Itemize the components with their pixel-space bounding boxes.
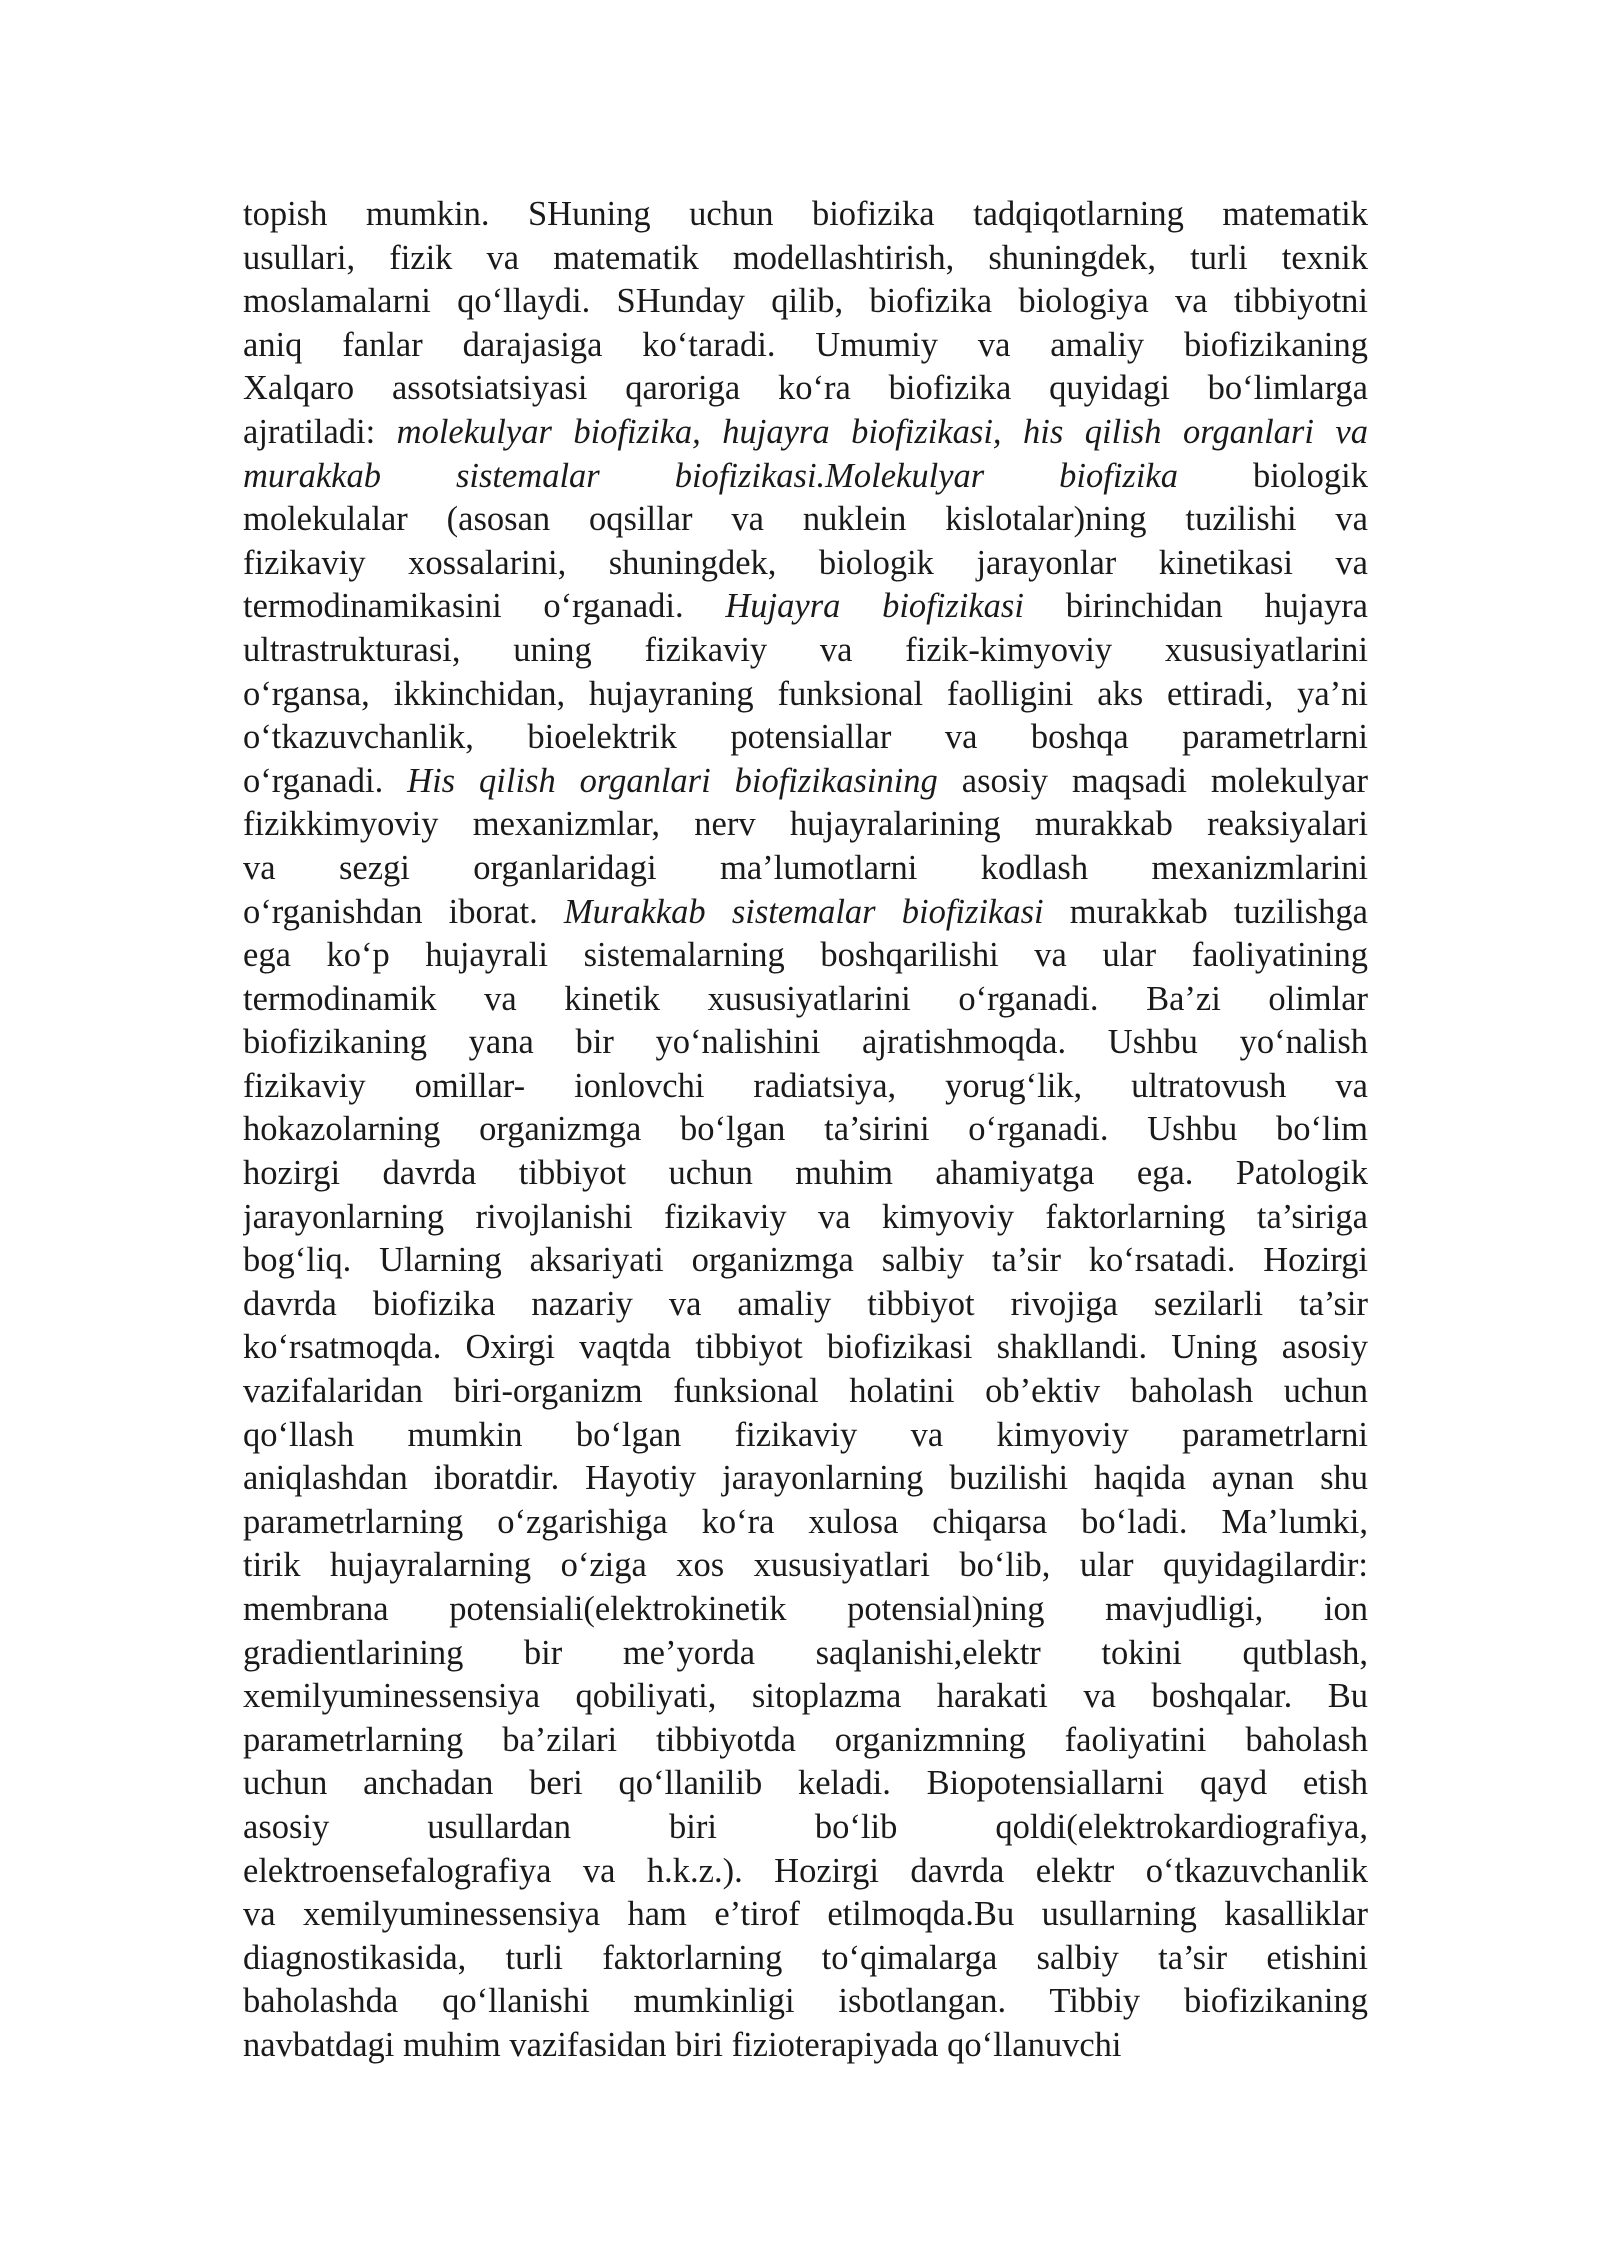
text-line <box>243 1239 1368 1283</box>
text-segment: xemilyuminessensiya qobiliyati, sitoplazma harakati va boshqalar. Bu <box>243 1677 1368 1716</box>
text-line <box>243 1980 1368 2024</box>
text-line <box>243 1065 1368 1109</box>
text-segment: ega ko‘p hujayrali sistemalarning boshqarilishi va ular faoliyatining <box>243 936 1368 975</box>
text-line <box>243 280 1368 324</box>
text-line <box>243 1762 1368 1806</box>
text-line <box>243 934 1368 978</box>
text-segment: gradientlarining bir me’yorda saqlanishi,elektr tokini qutblash, <box>243 1633 1368 1672</box>
text-line <box>243 1719 1368 1763</box>
text-line <box>243 891 1368 935</box>
text-segment: bog‘liq. Ularning aksariyati organizmga salbiy ta’sir ko‘rsatadi. Hozirgi <box>243 1241 1368 1280</box>
text-segment: ultrastrukturasi, uning fizikaviy va fizik-kimyoviy xususiyatlarini <box>243 630 1368 669</box>
text-line <box>243 1501 1368 1545</box>
text-line <box>243 1326 1368 1370</box>
body-text <box>243 193 1368 2068</box>
text-line <box>243 1937 1368 1981</box>
text-segment: elektroensefalografiya va h.k.z.). Hozirgi davrda elektr o‘tkazuvchanlik <box>243 1851 1368 1890</box>
text-line <box>243 1893 1368 1937</box>
text-line <box>243 1588 1368 1632</box>
text-segment: vazifalaridan biri-organizm funksional holatini ob’ektiv baholash uchun <box>243 1372 1368 1411</box>
italic-term: Murakkab sistemalar biofizikasi <box>563 892 1044 931</box>
text-segment: usullari, fizik va matematik modellashtirish, shuningdek, turli texnik <box>243 238 1368 277</box>
text-segment: o‘rgansa, ikkinchidan, hujayraning funksional faolligini aks ettiradi, ya’ni <box>243 674 1368 713</box>
italic-term: His qilish organlari biofizikasining <box>407 761 938 800</box>
text-line <box>243 193 1368 237</box>
text-segment: o‘rganishdan iborat. <box>243 892 564 931</box>
text-line <box>243 1370 1368 1414</box>
text-segment: fizikaviy omillar- ionlovchi radiatsiya, yorug‘lik, ultratovush va <box>243 1066 1368 1105</box>
text-line <box>243 673 1368 717</box>
text-segment: termodinamik va kinetik xususiyatlarini o‘rganadi. Ba’zi olimlar <box>243 979 1368 1018</box>
text-line <box>243 1850 1368 1894</box>
text-segment: Xalqaro assotsiatsiyasi qaroriga ko‘ra biofizika quyidagi bo‘limlarga <box>243 369 1368 408</box>
text-segment: baholashda qo‘llanishi mumkinligi isbotlangan. Tibbiy biofizikaning <box>243 1982 1368 2021</box>
text-line <box>243 1806 1368 1850</box>
text-segment: va sezgi organlaridagi ma’lumotlarni kodlash mexanizmlarini <box>243 848 1368 887</box>
text-line <box>243 629 1368 673</box>
text-segment: ko‘rsatmoqda. Oxirgi vaqtda tibbiyot biofizikasi shakllandi. Uning asosiy <box>243 1328 1368 1367</box>
text-line <box>243 2024 1368 2068</box>
text-segment: fizikaviy xossalarini, shuningdek, biologik jarayonlar kinetikasi va <box>243 543 1368 582</box>
text-segment: birinchidan hujayra <box>1023 587 1368 626</box>
text-line <box>243 1108 1368 1152</box>
text-line <box>243 1632 1368 1676</box>
text-segment: davrda biofizika nazariy va amaliy tibbiyot rivojiga sezilarli ta’sir <box>243 1284 1368 1323</box>
text-segment: fizikkimyoviy mexanizmlar, nerv hujayralarining murakkab reaksiyalari <box>243 805 1368 844</box>
text-segment: topish mumkin. SHuning uchun biofizika tadqiqotlarning matematik <box>243 195 1368 233</box>
document-page <box>243 193 1368 2068</box>
text-line <box>243 367 1368 411</box>
text-line <box>243 716 1368 760</box>
text-segment: diagnostikasida, turli faktorlarning to‘qimalarga salbiy ta’sir etishini <box>243 1938 1368 1977</box>
text-line <box>243 1152 1368 1196</box>
text-line <box>243 1675 1368 1719</box>
text-line <box>243 324 1368 368</box>
text-line <box>243 1283 1368 1327</box>
text-segment: aniq fanlar darajasiga ko‘taradi. Umumiy va amaliy biofizikaning <box>243 325 1368 364</box>
text-line <box>243 803 1368 847</box>
text-line <box>243 542 1368 586</box>
text-segment: murakkab tuzilishga <box>1043 892 1368 931</box>
text-segment: hozirgi davrda tibbiyot uchun muhim ahamiyatga ega. Patologik <box>243 1154 1368 1193</box>
text-segment: tirik hujayralarning o‘ziga xos xususiyatlari bo‘lib, ular quyidagilardir: <box>243 1546 1368 1585</box>
text-segment: va xemilyuminessensiya ham e’tirof etilmoqda.Bu usullarning kasalliklar <box>243 1895 1368 1934</box>
text-segment: parametrlarning ba’zilari tibbiyotda organizmning faoliyatini baholash <box>243 1720 1368 1759</box>
text-segment: asosiy usullardan biri bo‘lib qoldi(elektrokardiografiya, <box>243 1807 1368 1846</box>
text-segment: biofizikaning yana bir yo‘nalishini ajratishmoqda. Ushbu yo‘nalish <box>243 1023 1368 1062</box>
italic-term: Hujayra biofizikasi <box>725 587 1024 626</box>
text-line <box>243 1196 1368 1240</box>
text-segment: hokazolarning organizmga bo‘lgan ta’sirini o‘rganadi. Ushbu bo‘lim <box>243 1110 1368 1149</box>
text-segment: ajratiladi: <box>243 412 397 451</box>
italic-term: molekulyar biofizika, hujayra biofizikasi, his qilish organlari va <box>396 412 1368 451</box>
text-line <box>243 498 1368 542</box>
text-segment: aniqlashdan iboratdir. Hayotiy jarayonlarning buzilishi haqida aynan shu <box>243 1459 1368 1498</box>
text-segment: moslamalarni qo‘llaydi. SHunday qilib, biofizika biologiya va tibbiyotni <box>243 282 1368 321</box>
text-line <box>243 760 1368 804</box>
text-line <box>243 1544 1368 1588</box>
text-line <box>243 455 1368 499</box>
text-segment: uchun anchadan beri qo‘llanilib keladi. Biopotensiallarni qayd etish <box>243 1764 1368 1803</box>
text-segment: o‘tkazuvchanlik, bioelektrik potensiallar va boshqa parametrlarni <box>243 718 1368 757</box>
text-segment: termodinamikasini o‘rganadi. <box>243 587 726 626</box>
italic-term: murakkab sistemalar biofizikasi.Molekulyar biofizika <box>243 456 1178 495</box>
text-segment: navbatdagi muhim vazifasidan biri fizioterapiyada qo‘llanuvchi <box>243 2025 1122 2064</box>
text-line <box>243 1414 1368 1458</box>
text-segment: membrana potensiali(elektrokinetik potensial)ning mavjudligi, ion <box>243 1590 1368 1628</box>
text-line <box>243 411 1368 455</box>
text-segment: asosiy maqsadi molekulyar <box>937 761 1368 800</box>
text-segment: jarayonlarning rivojlanishi fizikaviy va kimyoviy faktorlarning ta’siriga <box>243 1197 1368 1236</box>
text-line <box>243 978 1368 1022</box>
text-line <box>243 1021 1368 1065</box>
text-segment: biologik <box>1178 456 1368 495</box>
text-segment: molekulalar (asosan oqsillar va nuklein kislotalar)ning tuzilishi va <box>243 500 1368 539</box>
text-line <box>243 237 1368 281</box>
text-line <box>243 585 1368 629</box>
text-segment: parametrlarning o‘zgarishiga ko‘ra xulosa chiqarsa bo‘ladi. Ma’lumki, <box>243 1502 1368 1541</box>
text-segment: o‘rganadi. <box>243 761 408 800</box>
text-segment: qo‘llash mumkin bo‘lgan fizikaviy va kimyoviy parametrlarni <box>243 1415 1368 1454</box>
text-line <box>243 1457 1368 1501</box>
text-line <box>243 847 1368 891</box>
